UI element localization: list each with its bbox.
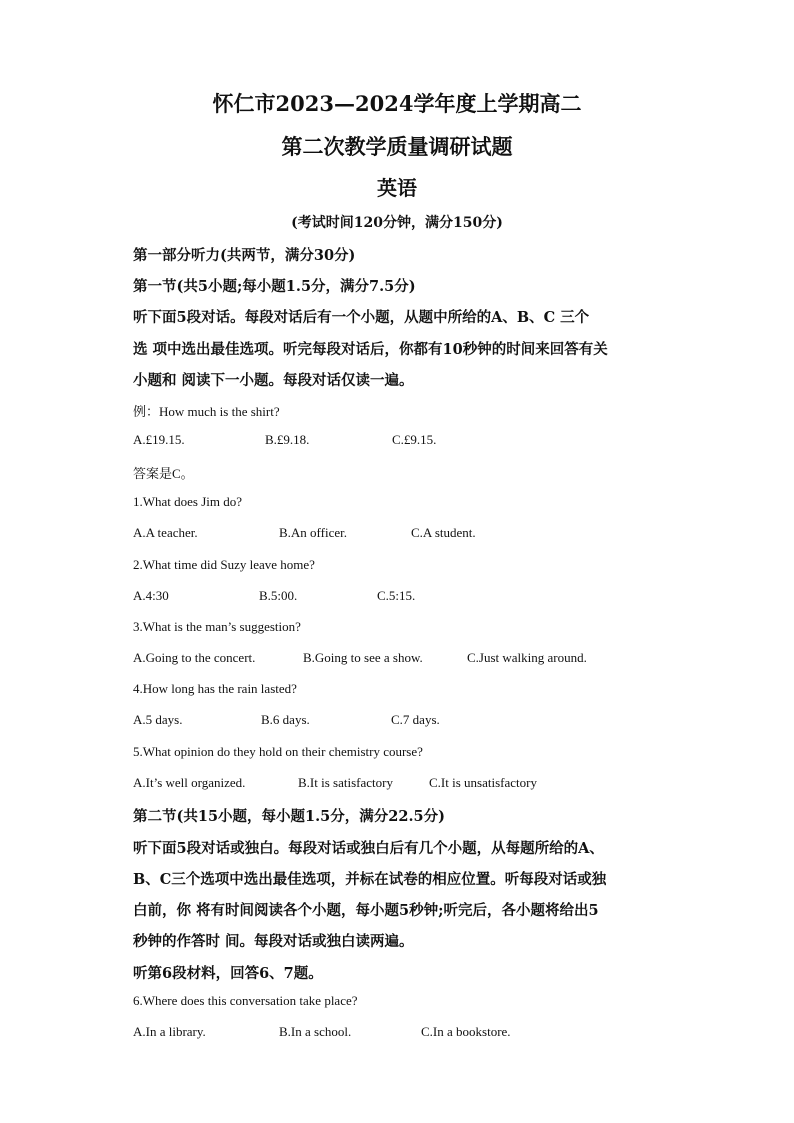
question-3: 3.What is the man’s suggestion? xyxy=(133,619,301,634)
section1-heading: 第一节(共5小题;每小题1.5分，满分7.5分) xyxy=(133,278,416,295)
question-5-option-b: B.It is satisfactory xyxy=(298,775,393,790)
question-3-option-b: B.Going to see a show. xyxy=(303,650,423,665)
question-1: 1.What does Jim do? xyxy=(133,494,243,509)
example-answer: 答案是C。 xyxy=(133,466,194,481)
section1-instruction-line: 选 项中选出最佳选项。听完每段对话后，你都有10秒钟的时间来回答有关 xyxy=(133,341,608,358)
question-2: 2.What time did Suzy leave home? xyxy=(133,557,315,572)
question-4-option-a: A.5 days. xyxy=(133,712,183,727)
part1-heading: 第一部分听力(共两节，满分30分) xyxy=(133,247,356,264)
section2-instruction-line: 秒钟的作答时 间。每段对话或独白读两遍。 xyxy=(133,933,414,950)
example-option-c: C.£9.15. xyxy=(392,432,437,447)
question-1-option-c: C.A student. xyxy=(411,525,476,540)
exam-subtitle: 第二次教学质量调研试题 xyxy=(281,134,513,159)
question-1-option-b: B.An officer. xyxy=(279,525,347,540)
exam-title: 怀仁市2023—2024学年度上学期高二 xyxy=(212,91,582,116)
subject-title: 英语 xyxy=(377,176,417,200)
material-heading: 听第6段材料，回答6、7题。 xyxy=(133,965,323,982)
example-option-a: A.£19.15. xyxy=(133,432,185,447)
question-6-option-b: B.In a school. xyxy=(279,1024,352,1039)
question-6-option-a: A.In a library. xyxy=(133,1024,206,1039)
question-4-option-b: B.6 days. xyxy=(261,712,310,727)
section2-instruction-line: 听下面5段对话或独白。每段对话或独白后有几个小题，从每题所给的A、 xyxy=(133,840,604,857)
section1-instruction-line: 听下面5段对话。每段对话后有一个小题，从题中所给的A、B、C 三个 xyxy=(133,309,590,326)
question-6-option-c: C.In a bookstore. xyxy=(421,1024,511,1039)
question-3-option-c: C.Just walking around. xyxy=(467,650,587,665)
question-5-option-c: C.It is unsatisfactory xyxy=(429,775,537,790)
question-4: 4.How long has the rain lasted? xyxy=(133,681,297,696)
question-6: 6.Where does this conversation take place? xyxy=(133,993,358,1008)
example-question: 例：How much is the shirt? xyxy=(133,404,280,419)
question-3-option-a: A.Going to the concert. xyxy=(133,650,256,665)
question-2-option-b: B.5:00. xyxy=(259,588,298,603)
question-2-option-c: C.5:15. xyxy=(377,588,416,603)
section1-instruction-line: 小题和 阅读下一小题。每段对话仅读一遍。 xyxy=(133,372,414,389)
question-2-option-a: A.4:30 xyxy=(133,588,169,603)
question-4-option-c: C.7 days. xyxy=(391,712,440,727)
question-1-option-a: A.A teacher. xyxy=(133,525,198,540)
example-option-b: B.£9.18. xyxy=(265,432,310,447)
question-5-option-a: A.It’s well organized. xyxy=(133,775,246,790)
section2-instruction-line: 白前，你 将有时间阅读各个小题，每小题5秒钟;听完后，各小题将给出5 xyxy=(133,902,599,919)
section2-instruction-line: B、C三个选项中选出最佳选项，并标在试卷的相应位置。听每段对话或独 xyxy=(133,871,607,888)
question-5: 5.What opinion do they hold on their chemistry course? xyxy=(133,744,423,759)
exam-note: (考试时间120分钟，满分150分) xyxy=(291,215,503,231)
section2-heading: 第二节(共15小题，每小题1.5分，满分22.5分) xyxy=(133,808,445,825)
